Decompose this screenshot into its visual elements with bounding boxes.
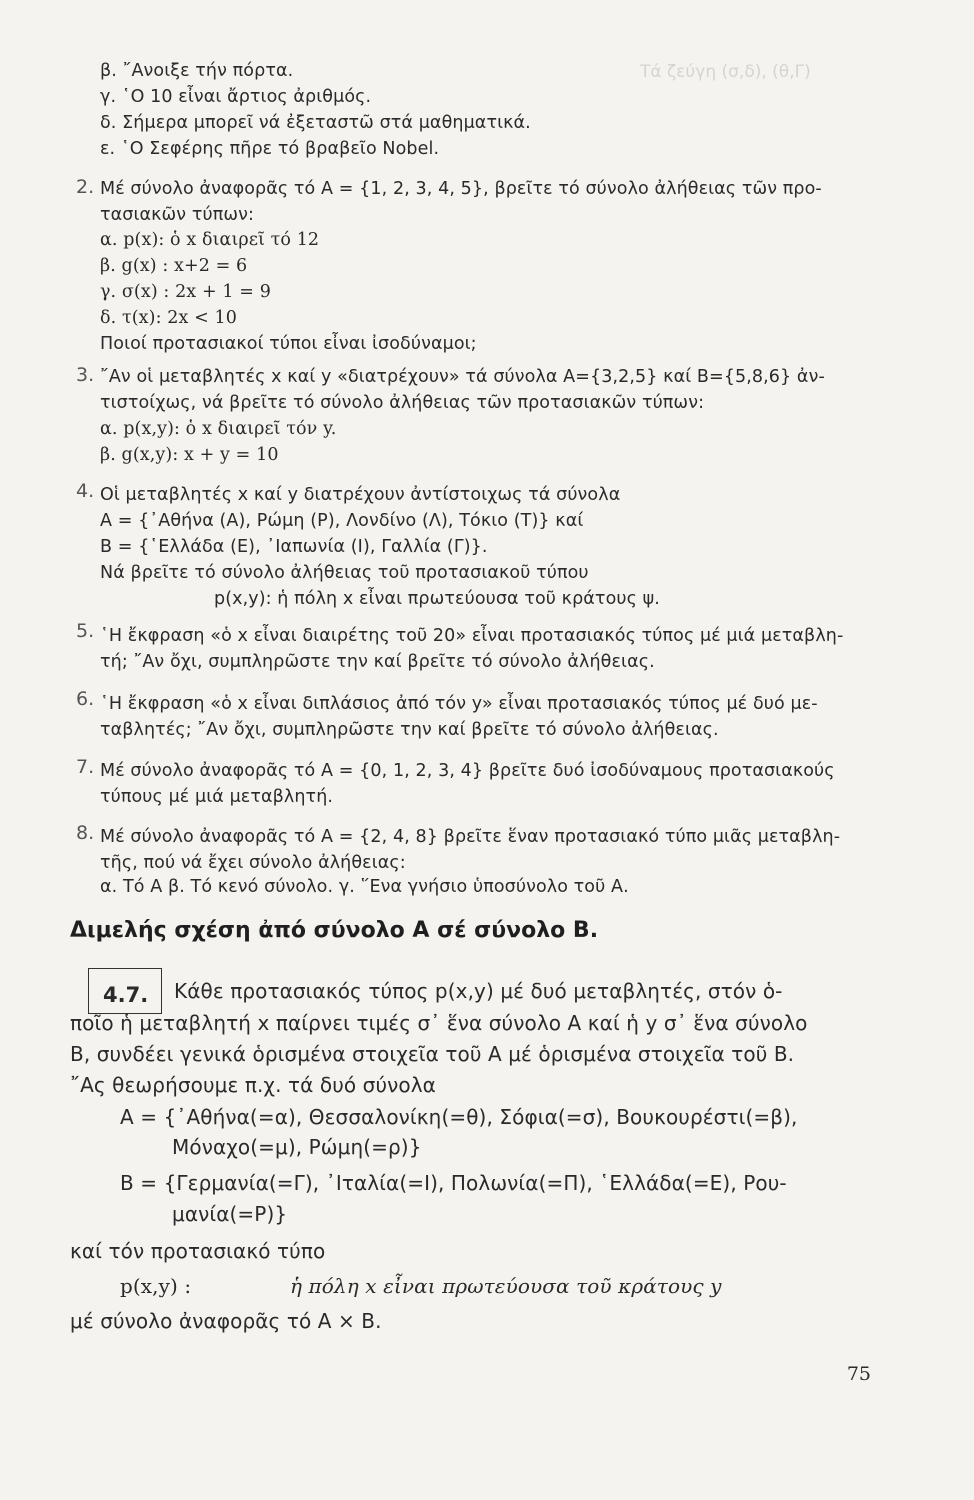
item-number: 4. [76,480,95,502]
section-number-box [88,968,162,1014]
set-a-line: Μόναχο(=μ), Ρώμη(=ρ)} [172,1135,422,1159]
item2-line: τασιακῶν τύπων: [100,205,254,225]
item2-line: γ. σ(x) : 2x + 1 = 9 [100,282,271,302]
set-b-line: Β = {Γερμανία(=Γ), ᾿Ιταλία(=Ι), Πολωνία(=Π), ῾Ελλάδα(=Ε), Ρου- [120,1171,787,1195]
item5-line: τή; ῎Αν ὄχι, συμπληρῶστε την καί βρεῖτε τό σύνολο ἀλήθειας. [100,652,655,672]
formula-text: ἡ πόλη x εἶναι πρωτεύουσα τοῦ κράτους y [290,1274,722,1298]
item2-line: δ. τ(x): 2x < 10 [100,308,237,328]
item-number: 8. [76,822,95,844]
section-line: μέ σύνολο ἀναφορᾶς τό Α × Β. [70,1309,382,1333]
item1-line-c: γ. ῾Ο 10 εἶναι ἄρτιος ἀριθμός. [100,87,372,107]
item4-line: Α = {᾿Αθήνα (Α), Ρώμη (Ρ), Λονδίνο (Λ), Τόκιο (Τ)} καί [100,511,584,531]
item2-line: Μέ σύνολο ἀναφορᾶς τό Α = {1, 2, 3, 4, 5}, βρεῖτε τό σύνολο ἀλήθειας τῶν προ- [100,179,822,199]
set-a-line: Α = {᾿Αθήνα(=α), Θεσσαλονίκη(=θ), Σόφια(=σ), Βουκουρέστι(=β), [120,1105,798,1129]
section-line: Β, συνδέει γενικά ὁρισμένα στοιχεῖα τοῦ Α μέ ὁρισμένα στοιχεῖα τοῦ Β. [70,1042,795,1066]
item6-line: ταβλητές; ῎Αν ὄχι, συμπληρῶστε την καί βρεῖτε τό σύνολο ἀλήθειας. [100,720,719,740]
item2-line: α. p(x): ὁ x διαιρεῖ τό 12 [100,230,320,250]
section-line: Κάθε προτασιακός τύπος p(x,y) μέ δυό μεταβλητές, στόν ὁ- [174,979,783,1003]
item1-line-b: β. ῎Ανοιξε τήν πόρτα. [100,61,294,81]
item2-line: β. g(x) : x+2 = 6 [100,256,248,276]
section-line: ποῖο ἡ μεταβλητή x παίρνει τιμές σ᾿ ἕνα σύνολο Α καί ἡ y σ᾿ ἕνα σύνολο [70,1011,808,1035]
item1-line-d: δ. Σήμερα μπορεῖ νά ἐξεταστῶ στά μαθηματικά. [100,113,531,133]
item-number: 3. [76,364,95,386]
item-number: 6. [76,688,95,710]
item1-line-e: ε. ῾Ο Σεφέρης πῆρε τό βραβεῖο Nobel. [100,139,440,159]
set-b-line: μανία(=Ρ)} [172,1202,288,1226]
item7-line: τύπους μέ μιά μεταβλητή. [100,787,334,807]
item-number: 7. [76,756,95,778]
item3-line: α. p(x,y): ὁ x διαιρεῖ τόν y. [100,419,337,439]
item5-line: ῾Η ἔκφραση «ὁ x εἶναι διαιρέτης τοῦ 20» εἶναι προτασιακός τύπος μέ μιά μεταβλη- [100,626,844,646]
item-number: 2. [76,176,95,198]
section-heading: Διμελής σχέση ἀπό σύνολο Α σέ σύνολο Β. [70,918,599,943]
section-line: ῎Ας θεωρήσουμε π.χ. τά δυό σύνολα [70,1073,436,1097]
item7-line: Μέ σύνολο ἀναφορᾶς τό Α = {0, 1, 2, 3, 4} βρεῖτε δυό ἰσοδύναμους προτασιακούς [100,761,835,781]
item-number: 5. [76,620,95,642]
section-line: καί τόν προτασιακό τύπο [70,1239,326,1263]
section-number: 4.7. [103,983,149,1007]
item3-line: τιστοίχως, νά βρεῖτε τό σύνολο ἀλήθειας τῶν προτασιακῶν τύπων: [100,393,705,413]
formula-label: p(x,y) : [120,1274,192,1298]
item4-line: Οἱ μεταβλητές x καί y διατρέχουν ἀντίστοιχως τά σύνολα [100,485,621,505]
bleed-through: Τά ζεύγη (σ,δ), (θ,Γ) [640,62,811,82]
item4-formula: p(x,y): ἡ πόλη x εἶναι πρωτεύουσα τοῦ κράτους ψ. [214,589,660,609]
item3-line: β. g(x,y): x + y = 10 [100,445,279,465]
item3-line: ῎Αν οἱ μεταβλητές x καί y «διατρέχουν» τά σύνολα Α={3,2,5} καί Β={5,8,6} ἀν- [100,367,825,387]
item4-line: Νά βρεῖτε τό σύνολο ἀλήθειας τοῦ προτασιακοῦ τύπου [100,563,589,583]
item6-line: ῾Η ἔκφραση «ὁ x εἶναι διπλάσιος ἀπό τόν y» εἶναι προτασιακός τύπος μέ δυό με- [100,694,818,714]
item8-options: α. Τό Α β. Τό κενό σύνολο. γ. ῞Ενα γνήσιο ὑποσύνολο τοῦ Α. [100,877,629,897]
item4-line: Β = {῾Ελλάδα (Ε), ᾿Ιαπωνία (Ι), Γαλλία (Γ)}. [100,537,488,557]
item2-line: Ποιοί προτασιακοί τύποι εἶναι ἰσοδύναμοι; [100,334,477,354]
page-number: 75 [846,1363,871,1385]
item8-line: Μέ σύνολο ἀναφορᾶς τό Α = {2, 4, 8} βρεῖτε ἕναν προτασιακό τύπο μιᾶς μεταβλη- [100,827,841,847]
item8-line: τῆς, πού νά ἔχει σύνολο ἀλήθειας: [100,853,406,873]
